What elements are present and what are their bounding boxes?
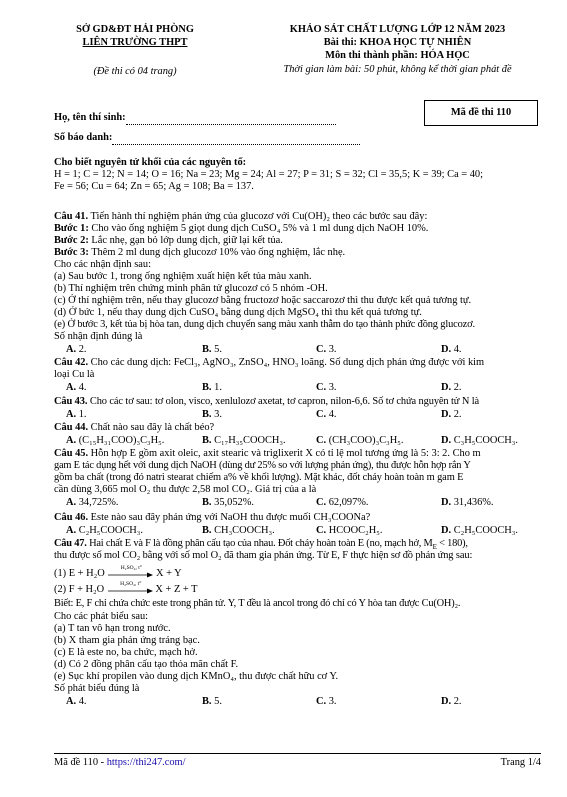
atomic-line1: H = 1; C = 12; N = 14; O = 16; Na = 23; Mg = 24; Al = 27; P = 31; S = 32; Cl = 35,5; K = 39; Ca = 40; <box>54 169 484 180</box>
arrow-right-icon <box>107 587 153 597</box>
atomic-title: Cho biết nguyên tử khối của các nguyên tố: <box>54 157 247 168</box>
q47-line2: thu được số mol CO₂ bằng với số mol O₂ đã tham gia phản ứng. Từ E, F thực hiện sơ đồ phản ứng sau: <box>54 550 473 561</box>
q45-stem <box>54 448 541 460</box>
option-letter: A. <box>66 344 77 355</box>
q46-options <box>54 525 541 537</box>
q46-option-c[interactable] <box>316 525 382 537</box>
option-text: 2. <box>451 382 462 393</box>
step2-text: Lắc nhẹ, gạn bỏ lớp dung dịch, giữ lại kết tủa. <box>88 235 283 246</box>
q47-text-end: < 180), <box>436 538 468 549</box>
q45-option-d[interactable] <box>441 497 494 509</box>
option-text: 5. <box>211 696 222 707</box>
footer-divider <box>54 753 541 754</box>
q44-option-d[interactable] <box>441 435 518 447</box>
reaction-2 <box>54 580 198 596</box>
step3-text: Thêm 2 ml dung dịch glucozơ 10% vào ống nghiệm, lắc nhẹ. <box>88 247 346 258</box>
q47-stmt-b: (b) X tham gia phản ứng tráng bạc. <box>54 635 200 646</box>
option-text: C₂H₅COOCH₃. <box>451 525 518 536</box>
student-id-label: Số báo danh: <box>54 132 113 143</box>
q41-ask: Số nhận định đúng là <box>54 331 143 342</box>
option-letter: B. <box>202 435 212 446</box>
option-letter: A. <box>66 497 77 508</box>
q44-option-a[interactable] <box>66 435 164 447</box>
q43-option-b[interactable] <box>202 409 222 421</box>
reaction-1-reactants: (1) E + H₂O <box>54 568 105 579</box>
atomic-line2: Fe = 56; Cu = 64; Zn = 65; Ag = 108; Ba = 137. <box>54 181 254 192</box>
q45-options <box>54 497 541 509</box>
option-text: 4. <box>326 409 337 420</box>
header-school <box>40 37 230 49</box>
q41-option-c[interactable] <box>316 344 337 356</box>
option-text: 3. <box>326 696 337 707</box>
q46-stem <box>54 512 541 524</box>
q47-option-d[interactable] <box>441 696 462 708</box>
option-letter: C. <box>316 435 327 446</box>
option-text: 4. <box>76 696 87 707</box>
q43-option-a[interactable] <box>66 409 87 421</box>
q47-ask: Số phát biểu đúng là <box>54 683 140 694</box>
q46-option-d[interactable] <box>441 525 518 537</box>
option-text: CH₃COOCH₃. <box>211 525 275 536</box>
q44-text: Chất nào sau đây là chất béo? <box>88 422 215 433</box>
q46-text: Este nào sau đây phản ứng với NaOH thu được muối CH₃COONa? <box>88 512 371 523</box>
header-org: SỞ GD&ĐT HẢI PHÒNG <box>76 24 194 35</box>
option-letter: A. <box>66 382 77 393</box>
option-text: 4. <box>451 344 462 355</box>
exam-time: Thời gian làm bài: 50 phút, không kể thời gian phát đề <box>283 64 512 75</box>
reaction-2-arrow <box>107 580 153 595</box>
q45-label: Câu 45. <box>54 448 89 459</box>
q47-text: Hai chất E và F là đồng phân cấu tạo của nhau. Đốt cháy hoàn toàn E (no, mạch hở, M <box>86 538 433 549</box>
option-letter: A. <box>66 409 77 420</box>
q43-label: Câu 43. <box>54 396 88 407</box>
q47-stmt-c: (c) E là este no, ba chức, mạch hở. <box>54 647 198 658</box>
q42-text: Cho các dung dịch: FeCl₃, AgNO₃, ZnSO₄, HNO₃ loãng. Số dung dịch phản ứng được với kim <box>88 357 485 368</box>
footer-code: Mã đề 110 - <box>54 757 107 768</box>
q42-stem <box>54 357 541 369</box>
q47-options <box>54 696 541 708</box>
q42-option-a[interactable] <box>66 382 87 394</box>
option-letter: D. <box>441 525 452 536</box>
option-letter: A. <box>66 435 77 446</box>
option-letter: B. <box>202 382 212 393</box>
q43-stem <box>54 396 541 408</box>
q41-stmt-b: (b) Thí nghiệm trên chứng minh phân tử glucozơ có 5 nhóm -OH. <box>54 283 328 294</box>
student-id-row <box>54 132 360 145</box>
option-text: 1. <box>211 382 222 393</box>
q47-stmt-e: (e) Sục khí propilen vào dung dịch KMnO₄, thu được chất hữu cơ Y. <box>54 671 339 682</box>
step3-label: Bước 3: <box>54 247 89 258</box>
option-text: 62,097%. <box>326 497 369 508</box>
option-text: 3. <box>326 382 337 393</box>
q44-stem <box>54 422 541 434</box>
q41-option-d[interactable] <box>441 344 462 356</box>
option-letter: A. <box>66 696 77 707</box>
exam-code-box: Mã đề thi 110 <box>424 100 538 126</box>
option-text: 3. <box>326 344 337 355</box>
reaction-2-products: X + Z + T <box>155 584 198 595</box>
footer-page: Trang 1/4 <box>500 757 541 768</box>
q45-text: Hỗn hợp E gồm axit oleic, axit stearic và triglixerit X có tỉ lệ mol tương ứng là 5: 3: 2. Cho m <box>88 448 481 459</box>
q47-option-c[interactable] <box>316 696 337 708</box>
q41-stmt-d: (d) Ở bức 1, nếu thay dung dịch CuSO₄ bằng dung dịch MgSO₄ thì thu kết quả tương tự. <box>54 307 422 318</box>
option-text: 2. <box>76 344 87 355</box>
step2-label: Bước 2: <box>54 235 89 246</box>
q44-label: Câu 44. <box>54 422 89 433</box>
option-letter: C. <box>316 696 327 707</box>
q47-line3: Biết: E, F chỉ chứa chức este trong phân tử. Y, T đều là ancol trong đó chỉ có Y hòa tan được Cu(OH)₂. <box>54 598 461 609</box>
q45-line4: cần dùng 3,665 mol O₂ thu được 2,58 mol CO₂. Giá trị của a là <box>54 484 317 495</box>
q47-intro: Cho các phát biểu sau: <box>54 611 149 622</box>
q43-option-c[interactable] <box>316 409 337 421</box>
q42-stem-cont: loại Cu là <box>54 369 95 380</box>
reaction-1 <box>54 564 182 580</box>
q41-step1 <box>54 223 541 235</box>
option-letter: B. <box>202 344 212 355</box>
header-pages: (Đề thi có 04 trang) <box>93 66 177 77</box>
student-name-label: Họ, tên thí sinh: <box>54 112 126 123</box>
q45-line2: gam E tác dụng hết với dung dịch NaOH (dùng dư 25% so với lượng phản ứng), thu được hỗn hợp rắn Y <box>54 460 471 471</box>
exam-name: Bài thi: KHOA HỌC TỰ NHIÊN <box>323 37 472 48</box>
school-name: LIÊN TRƯỜNG THPT <box>82 37 188 48</box>
option-letter: D. <box>441 409 452 420</box>
q47-stmt-a: (a) T tan vô hạn trong nước. <box>54 623 171 634</box>
student-id-field[interactable] <box>112 132 360 145</box>
q47-option-a[interactable] <box>66 696 87 708</box>
option-letter: C. <box>316 525 327 536</box>
q43-option-d[interactable] <box>441 409 462 421</box>
q41-label: Câu 41. <box>54 211 89 222</box>
q41-stem <box>54 211 541 223</box>
reaction-2-reactants: (2) F + H₂O <box>54 584 105 595</box>
option-letter: D. <box>441 382 452 393</box>
q46-option-a[interactable] <box>66 525 143 537</box>
option-text: 34,725%. <box>76 497 119 508</box>
q44-option-c[interactable] <box>316 435 404 447</box>
q46-option-b[interactable] <box>202 525 275 537</box>
q47-label: Câu 47. <box>54 538 87 549</box>
q46-label: Câu 46. <box>54 512 89 523</box>
q43-text: Cho các tơ sau: tơ olon, visco, xenlulozơ axetat, tơ capron, nilon-6,6. Số tơ chứa nguyên tử N là <box>87 396 480 407</box>
q47-subscript: E <box>432 543 437 552</box>
q42-option-d[interactable] <box>441 382 462 394</box>
option-text: 31,436%. <box>451 497 494 508</box>
option-text: 4. <box>76 382 87 393</box>
exam-title: KHẢO SÁT CHẤT LƯỢNG LỚP 12 NĂM 2023 <box>289 24 506 35</box>
q41-text: Tiến hành thí nghiệm phản ứng của glucozơ với Cu(OH)₂ theo các bước sau đây: <box>88 211 428 222</box>
reaction-1-products: X + Y <box>155 568 182 579</box>
option-text: C₂H₅COOCH₃. <box>76 525 143 536</box>
option-letter: B. <box>202 696 212 707</box>
q44-option-b[interactable] <box>202 435 286 447</box>
q42-options <box>54 382 541 394</box>
option-text: (CH₃COO)₃C₃H₅. <box>326 435 404 446</box>
q41-step2 <box>54 235 541 247</box>
option-letter: C. <box>316 344 327 355</box>
option-letter: C. <box>316 382 327 393</box>
arrow-right-icon <box>107 571 153 581</box>
option-text: 2. <box>451 409 462 420</box>
student-name-field[interactable] <box>126 112 336 125</box>
q41-options <box>54 344 541 356</box>
q41-option-a[interactable] <box>66 344 87 356</box>
q41-option-b[interactable] <box>202 344 222 356</box>
reaction-1-arrow <box>107 564 153 579</box>
option-letter: C. <box>316 497 327 508</box>
exam-subject: Môn thi thành phần: HÓA HỌC <box>325 50 470 61</box>
option-text: 35,052%. <box>211 497 254 508</box>
q47-stmt-d: (d) Có 2 đồng phân cấu tạo thỏa mãn chất F. <box>54 659 239 670</box>
option-text: (C₁₅H₃₁COO)₃C₃H₅. <box>76 435 165 446</box>
q43-options <box>54 409 541 421</box>
option-letter: A. <box>66 525 77 536</box>
option-text: 3. <box>211 409 222 420</box>
q45-option-a[interactable] <box>66 497 119 509</box>
option-letter: B. <box>202 497 212 508</box>
option-letter: B. <box>202 409 212 420</box>
option-text: 1. <box>76 409 87 420</box>
q41-stmt-a: (a) Sau bước 1, trong ống nghiệm xuất hiện kết tủa màu xanh. <box>54 271 312 282</box>
q47-option-b[interactable] <box>202 696 222 708</box>
footer-left <box>54 757 186 769</box>
step1-text: Cho vào ống nghiệm 5 giọt dung dịch CuSO₄ 5% và 1 ml dung dịch NaOH 10%. <box>88 223 429 234</box>
q42-option-b[interactable] <box>202 382 222 394</box>
q41-stmt-e: (e) Ở bước 3, kết tủa bị hòa tan, dung dịch chuyển sang màu xanh thẫm do tạo thành phức đồng glucozơ. <box>54 319 475 330</box>
reaction-1-condition: H₂SO₄, t° <box>120 564 143 571</box>
q45-line3: gồm ba chất (trong đó natri stearat chiếm a% về khối lượng). Mặt khác, đốt cháy hoàn toàn m gam E <box>54 472 464 483</box>
footer-link[interactable]: https://thi247.com/ <box>106 757 186 768</box>
q41-intro: Cho các nhận định sau: <box>54 259 151 270</box>
reaction-2-condition: H₂SO₄, t° <box>120 580 142 587</box>
option-letter: C. <box>316 409 327 420</box>
option-letter: D. <box>441 696 452 707</box>
option-letter: D. <box>441 435 452 446</box>
q41-stmt-c: (c) Ở thí nghiệm trên, nếu thay glucozơ bằng fructozơ hoặc saccarozơ thì thu được kết quả tương tự. <box>54 295 472 306</box>
q45-option-b[interactable] <box>202 497 254 509</box>
q44-options <box>54 435 541 447</box>
q41-step3 <box>54 247 541 259</box>
option-text: HCOOC₂H₅. <box>326 525 383 536</box>
option-letter: D. <box>441 344 452 355</box>
option-text: C₁₇H₃₅COOCH₃. <box>211 435 286 446</box>
option-letter: D. <box>441 497 452 508</box>
option-text: C₃H₅COOCH₃. <box>451 435 518 446</box>
option-text: 5. <box>211 344 222 355</box>
q45-option-c[interactable] <box>316 497 369 509</box>
q42-label: Câu 42. <box>54 357 89 368</box>
student-name-row <box>54 112 336 125</box>
option-text: 2. <box>451 696 462 707</box>
option-letter: B. <box>202 525 212 536</box>
step1-label: Bước 1: <box>54 223 89 234</box>
q42-option-c[interactable] <box>316 382 337 394</box>
